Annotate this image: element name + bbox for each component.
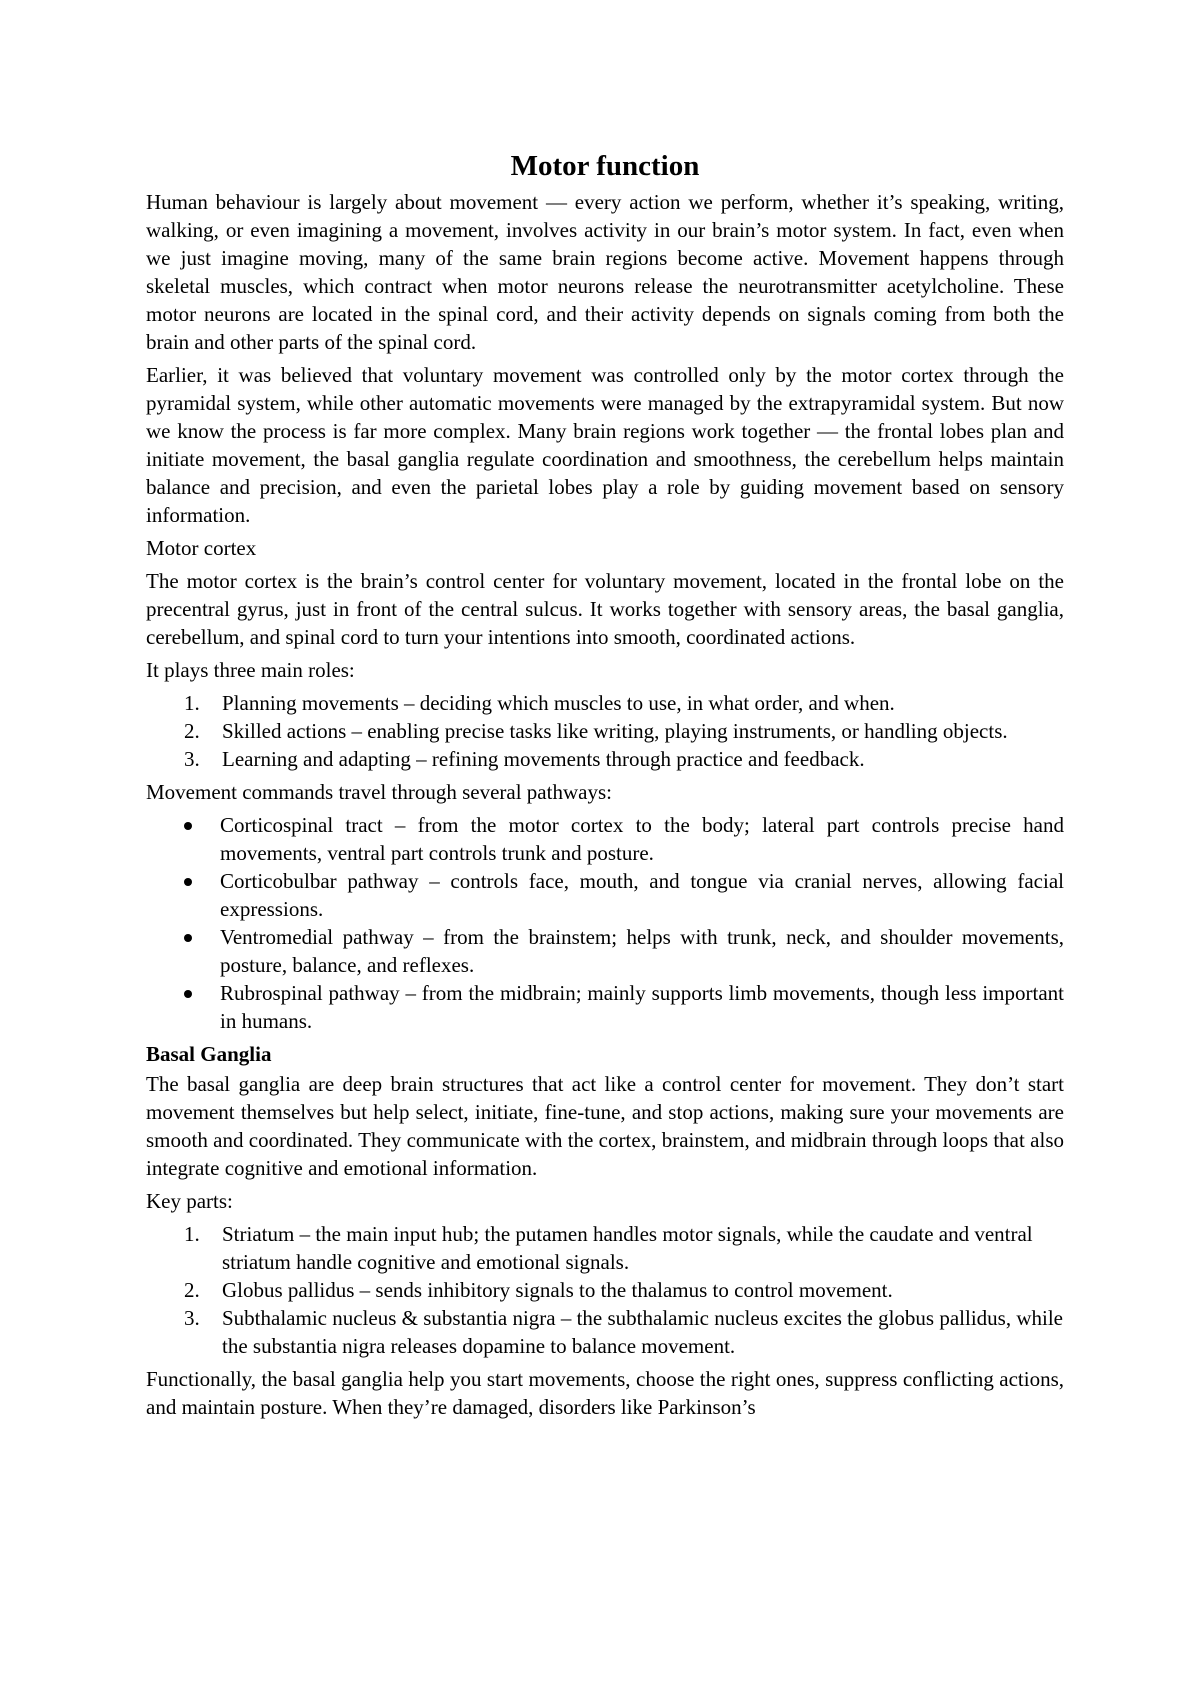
- key-parts-intro: Key parts:: [146, 1189, 233, 1213]
- pathways-list: [146, 811, 1064, 1035]
- list-item-text: Corticobulbar pathway – controls face, mouth, and tongue via cranial nerves, allowing facial expressions.: [220, 869, 1064, 921]
- list-item-text: Corticospinal tract – from the motor cortex to the body; lateral part controls precise hand movements, ventral part controls trunk and posture.: [220, 813, 1064, 865]
- list-item: [146, 745, 1064, 773]
- list-item: [146, 1304, 1064, 1360]
- bullet-icon: [184, 878, 192, 886]
- list-item-text: Skilled actions – enabling precise tasks like writing, playing instruments, or handling objects.: [222, 719, 1008, 743]
- motor-cortex-paragraph: The motor cortex is the brain’s control center for voluntary movement, located in the frontal lobe on the precentral gyrus, just in front of the central sulcus. It works together with sensory areas, the basal ganglia, cerebellum, and spinal cord to turn your intentions into smooth, coordinated actions.: [146, 569, 1064, 649]
- list-item-text: Globus pallidus – sends inhibitory signals to the thalamus to control movement.: [222, 1278, 893, 1302]
- key-parts-list: [146, 1220, 1064, 1360]
- list-item-text: Rubrospinal pathway – from the midbrain; mainly supports limb movements, though less important in humans.: [220, 981, 1064, 1033]
- list-item: [146, 1276, 1064, 1304]
- document-title: Motor function: [510, 150, 700, 182]
- roles-list: [146, 689, 1064, 773]
- basal-ganglia-paragraph: The basal ganglia are deep brain structures that act like a control center for movement. They don’t start movement themselves but help select, initiate, fine-tune, and stop actions, making sure your movements are smooth and coordinated. They communicate with the cortex, brainstem, and midbrain through loops that also integrate cognitive and emotional information.: [146, 1072, 1064, 1180]
- list-number: 2.: [184, 719, 200, 743]
- list-item-text: Subthalamic nucleus & substantia nigra – the subthalamic nucleus excites the globus pallidus, while the substantia nigra releases dopamine to balance movement.: [222, 1306, 1063, 1358]
- bullet-icon: [184, 990, 192, 998]
- list-number: 3.: [184, 1306, 200, 1330]
- list-item: [146, 811, 1064, 867]
- document-body: [146, 146, 1064, 1426]
- list-item: [146, 923, 1064, 979]
- list-number: 3.: [184, 747, 200, 771]
- list-item: [146, 867, 1064, 923]
- list-item: [146, 717, 1064, 745]
- roles-intro: It plays three main roles:: [146, 658, 355, 682]
- list-item-text: Striatum – the main input hub; the putamen handles motor signals, while the caudate and ventral striatum handle cognitive and emotional signals.: [222, 1222, 1033, 1274]
- bullet-icon: [184, 822, 192, 830]
- section-heading-motor-cortex: Motor cortex: [146, 536, 257, 560]
- list-item: [146, 1220, 1064, 1276]
- list-number: 2.: [184, 1278, 200, 1302]
- pathways-intro: Movement commands travel through several pathways:: [146, 780, 612, 804]
- list-item-text: Planning movements – deciding which muscles to use, in what order, and when.: [222, 691, 895, 715]
- section-heading-basal-ganglia: Basal Ganglia: [146, 1042, 272, 1066]
- list-item-text: Learning and adapting – refining movements through practice and feedback.: [222, 747, 865, 771]
- list-item: [146, 979, 1064, 1035]
- closing-paragraph: Functionally, the basal ganglia help you start movements, choose the right ones, suppress conflicting actions, and maintain posture. When they’re damaged, disorders like Parkinson’s: [146, 1367, 1064, 1419]
- intro-paragraph: Human behaviour is largely about movement — every action we perform, whether it’s speaking, writing, walking, or even imagining a movement, involves activity in our brain’s motor system. In fact, even when we just imagine moving, many of the same brain regions become active. Movement happens through skeletal muscles, which contract when motor neurons release the neurotransmitter acetylcholine. These motor neurons are located in the spinal cord, and their activity depends on signals coming from both the brain and other parts of the spinal cord.: [146, 190, 1064, 354]
- list-item: [146, 689, 1064, 717]
- list-number: 1.: [184, 691, 200, 715]
- list-number: 1.: [184, 1222, 200, 1246]
- bullet-icon: [184, 934, 192, 942]
- intro-paragraph: Earlier, it was believed that voluntary movement was controlled only by the motor cortex through the pyramidal system, while other automatic movements were managed by the extrapyramidal system. But now we know the process is far more complex. Many brain regions work together — the frontal lobes plan and initiate movement, the basal ganglia regulate coordination and smoothness, the cerebellum helps maintain balance and precision, and even the parietal lobes play a role by guiding movement based on sensory information.: [146, 363, 1064, 527]
- list-item-text: Ventromedial pathway – from the brainstem; helps with trunk, neck, and shoulder movements, posture, balance, and reflexes.: [220, 925, 1064, 977]
